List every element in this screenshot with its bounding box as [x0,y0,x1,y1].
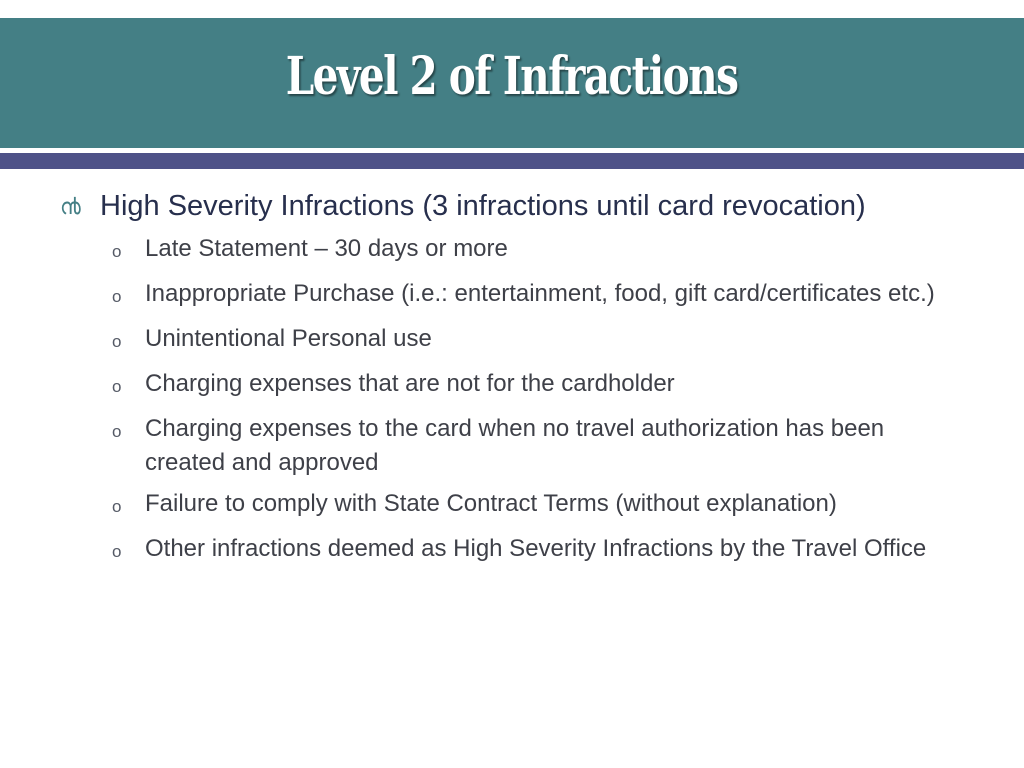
list-item [112,367,980,405]
list-item-text: Charging expenses to the card when no travel authorization has been created and approved [145,415,885,476]
list-item-text: Failure to comply with State Contract Terms (without explanation) [145,490,837,517]
list-item [112,532,980,570]
list-item-text: Inappropriate Purchase (i.e.: entertainment, food, gift card/certificates etc.) [145,280,935,307]
title-band [0,18,1024,148]
list-item [112,322,980,360]
slide-content [60,188,980,577]
list-item [112,487,980,525]
circle-bullet-icon: o [112,242,122,261]
scroll-bullet-icon: ൯ [60,194,81,219]
divider-accent [0,153,1024,169]
circle-bullet-icon: o [112,497,122,516]
main-bullet [60,188,980,226]
list-item-text: Late Statement – 30 days or more [145,235,508,262]
list-item-text: Other infractions deemed as High Severity Infractions by the Travel Office [145,535,927,562]
main-bullet-text: High Severity Infractions (3 infractions until card revocation) [100,190,866,222]
list-item-text: Charging expenses that are not for the cardholder [145,370,675,397]
circle-bullet-icon: o [112,542,122,561]
circle-bullet-icon: o [112,287,122,306]
circle-bullet-icon: o [112,422,122,441]
circle-bullet-icon: o [112,377,122,396]
slide-title: Level 2 of Infractions [286,46,738,107]
sub-bullet-list [60,232,980,570]
list-item-text: Unintentional Personal use [145,325,432,352]
list-item [112,232,980,270]
list-item [112,277,980,315]
circle-bullet-icon: o [112,332,122,351]
list-item [112,412,980,480]
